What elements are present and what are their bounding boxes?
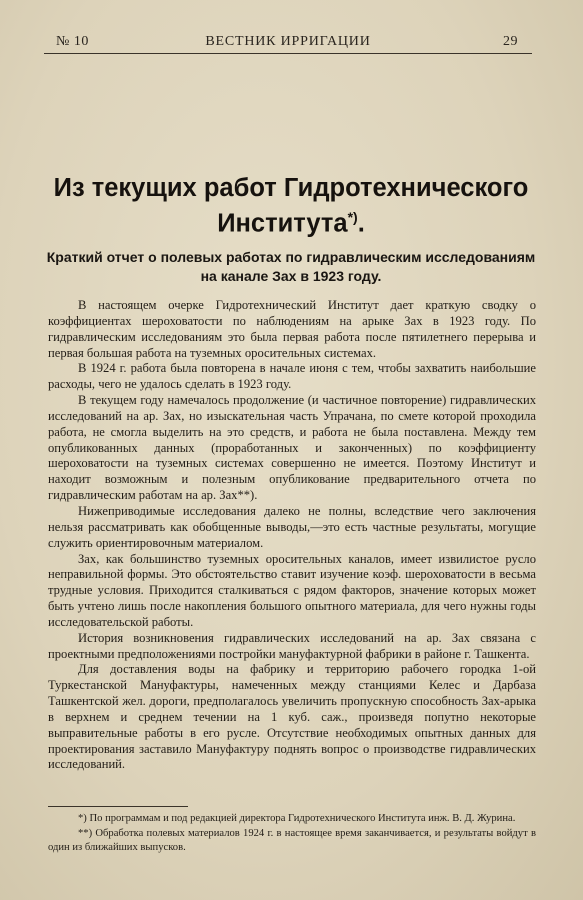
footnotes (48, 812, 536, 856)
header-rule (44, 53, 532, 54)
issue-number: № 10 (56, 34, 89, 49)
title-footnote-mark: *) (347, 209, 358, 225)
paragraph: Зах, как большинство туземных оросительных каналов, имеет извилистое русло неправильной формы. Это обстоятельство ставит изучение коэф. шероховатости в весьма трудные условия. Приходится сталкиваться с рядом факторов, значение которых может быть учтено лишь после накопления большого опытного материала, для чего нужны годы исследовательской работы. (48, 551, 536, 629)
page-number: 29 (503, 34, 518, 49)
running-head (44, 34, 532, 52)
article-title: Из текущих работ Гидротехнического Института*). (53, 174, 529, 238)
article-title-text: Из текущих работ Гидротехнического Института (53, 174, 529, 238)
paragraph: В текущем году намечалось продолжение (и частичное повторение) гидравлических исследований на ар. Зах, но изыскательная часть Упрачана, по смете которой проходила работа, не смогла выделить на это средств, и работа не была поставлена. Между тем опубликованных данных (проработанных и законченных) по коэффициенту шероховатости на туземных системах совершенно не имеется. Поэтому Институт и находит возможным и полезным опубликование предварительного отчета по гидравлическим работам на ар. Зах**). (48, 393, 536, 503)
paragraph: В 1924 г. работа была повторена в начале июня с тем, чтобы захватить наибольшие расходы, чего не удалось сделать в 1923 году. (48, 361, 536, 392)
paragraph: Для доставления воды на фабрику и территорию рабочего городка 1-ой Туркестанской Мануфактуры, намеченных между станциями Келес и Дарбаза Ташкентской жел. дороги, предполагалось увеличить пропускную способность Зах-арыка в верхнем и среднем течении на 1 куб. саж., произведя попутно некоторые выправительные работы в его русле. Отсутствие необходимых опытных данных для проектирования заставило Мануфактуру поднять вопрос о производстве гидравлических исследований. (48, 662, 536, 772)
footnote: *) По программам и под редакцией директора Гидротехнического Института инж. В. Д. Журина. (78, 813, 516, 824)
footnote-rule (48, 806, 188, 807)
article-body (48, 298, 536, 773)
paragraph: В настоящем очерке Гидротехнический Институт дает краткую сводку о коэффициентах шероховатости по наблюдениям на арыке Зах в 1923 году. По гидравлическим исследованиям это была первая работа после пятилетнего перерыва и первая большая работа на туземных оросительных системах. (48, 298, 536, 360)
paragraph: Нижеприводимые исследования далеко не полны, вследствие чего заключения нельзя рассматривать как обобщенные выводы,—это есть частные результаты, могущие служить ориентировочным материалом. (48, 503, 536, 550)
paragraph: История возникновения гидравлических исследований на ар. Зах связана с проектными предположениями постройки мануфактурной фабрики в районе г. Ташкента. (48, 630, 536, 661)
article-subtitle: Краткий отчет о полевых работах по гидравлическим исследованиям на канале Зах в 1923 году. (46, 249, 536, 284)
journal-name: ВЕСТНИК ИРРИГАЦИИ (205, 34, 371, 49)
footnote: **) Обработка полевых материалов 1924 г. в настоящее время заканчивается, и результаты войдут в один из ближайших выпусков. (48, 827, 536, 853)
